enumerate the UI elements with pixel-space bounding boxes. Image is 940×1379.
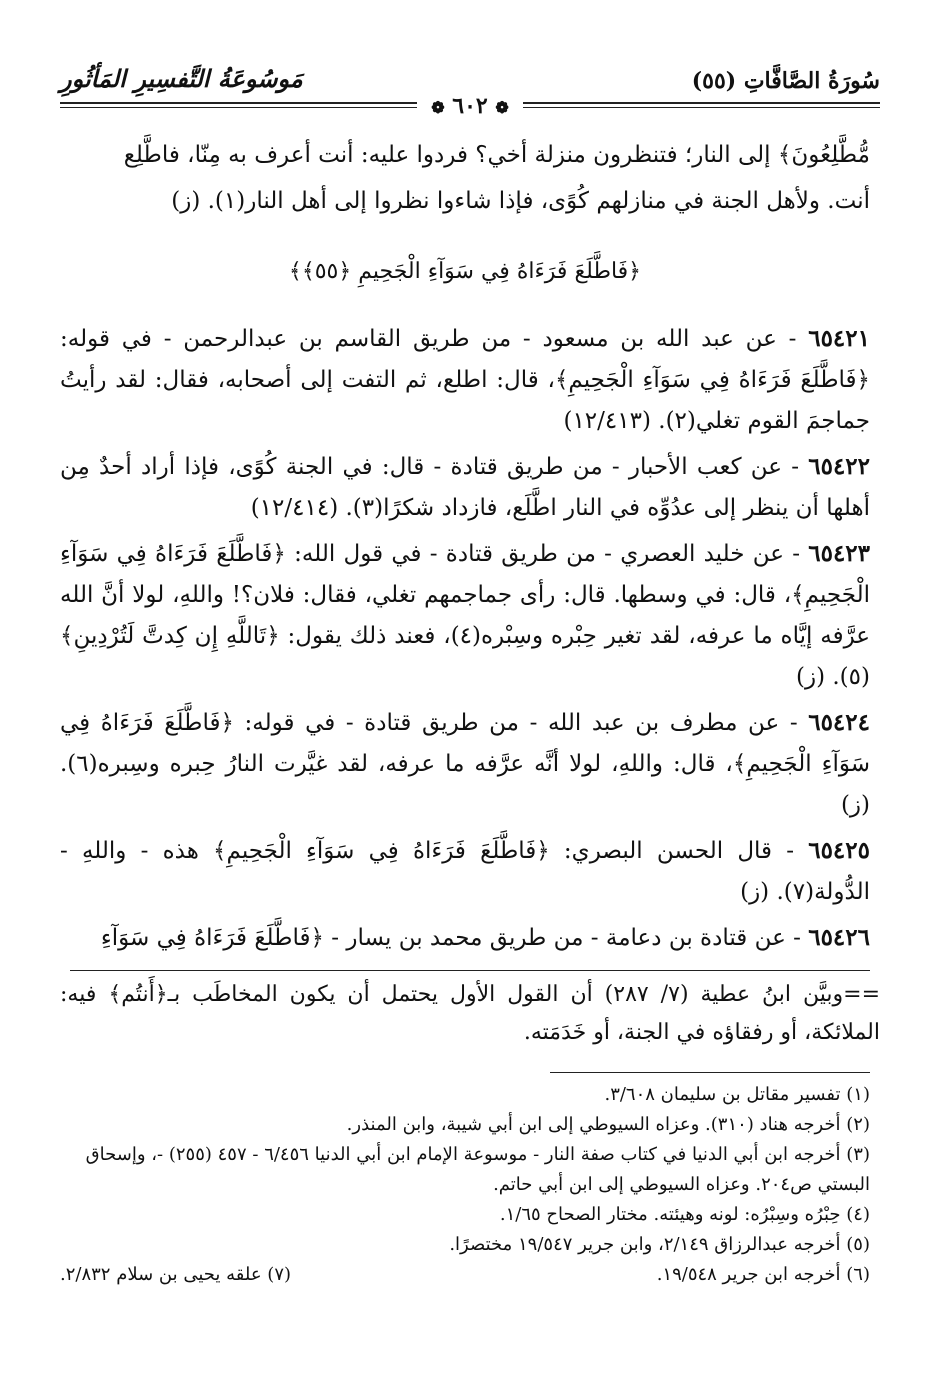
hadith-entry [60, 318, 870, 442]
hadith-entry [60, 533, 870, 698]
page-number [417, 93, 523, 119]
footnote: (٢) أخرجه هناد (٣١٠). وعزاه السيوطي إلى ابن أبي شيبة، وابن المنذر. [346, 1114, 870, 1135]
entry-text: - عن خليد العصري - من طريق قتادة - في قول الله: ﴿فَاطَّلَعَ فَرَءَاهُ فِي سَوَآءِ الْجَحِيمِ﴾، قال: في وسطها. قال: رأى جماجمهم تغلي، فقال: فلان؟! واللهِ، لولا أنَّ الله عرَّفه إيَّاه ما عرفه، لقد تغير حِبْره وسِبْره(٤)، فعند ذلك يقول: ﴿تَاللَّهِ إِن كِدتَّ لَتُرْدِينِ﴾(٥). (ز) [60, 541, 870, 690]
hadith-entry [60, 702, 870, 826]
footnote: (٧) علقه يحيى بن سلام ٢/٨٣٢. [60, 1264, 292, 1285]
footnote: (٦) أخرجه ابن جرير ١٩/٥٤٨. [656, 1264, 870, 1285]
footnote-divider [550, 1072, 870, 1073]
surah-title: سُورَةُ الصَّافَّاتِ (٥٥) [691, 68, 880, 94]
footnote: (٤) حِبْرُه وسِبْرُه: لونه وهيئته. مختار الصحاح ١/٦٥. [499, 1204, 870, 1225]
entry-number: ٦٥٤٢١ [808, 325, 870, 352]
footnote-pair [60, 1260, 870, 1290]
entry-number: ٦٥٤٢٥ [808, 837, 870, 864]
verse-heading: ﴿فَاطَّلَعَ فَرَءَاهُ فِي سَوَآءِ الْجَحِيمِ ﴿٥٥﴾﴾ [288, 259, 642, 284]
main-text [60, 135, 870, 963]
entry-text: - عن قتادة بن دعامة - من طريق محمد بن يسار - ﴿فَاطَّلَعَ فَرَءَاهُ فِي سَوَآءِ [100, 925, 801, 951]
section-divider [70, 970, 870, 971]
entry-number: ٦٥٤٢٤ [808, 709, 870, 736]
series-title: مَوسُوعَةُ التَّفسِيرِ المَأثُورِ [60, 64, 303, 93]
hadith-entry [60, 446, 870, 529]
footnotes [60, 1080, 870, 1290]
entry-text: - عن عبد الله بن مسعود - من طريق القاسم بن عبدالرحمن - في قوله: ﴿فَاطَّلَعَ فَرَءَاهُ فِي سَوَآءِ الْجَحِيمِ﴾، قال: اطلع، ثم التفت إلى أصحابه، فقال: لقد رأيتُ جماجمَ القوم تغلي(٢). (١٢/٤١٣) [60, 326, 870, 434]
continuation-note: ==وبيَّن ابنُ عطية (٧/ ٢٨٧) أن القول الأول يحتمل أن يكون المخاطَب بـ﴿أَنتُم﴾ فيه: الملائكة، أو رفقاؤه في الجنة، أو خَدَمَته. [60, 982, 880, 1045]
intro-line: أنت. ولأهل الجنة في منازلهم كُوًى، فإذا شاءوا نظروا إلى أهل النار(١). (ز) [171, 188, 870, 214]
entry-text: - قال الحسن البصري: ﴿فَاطَّلَعَ فَرَءَاهُ فِي سَوَآءِ الْجَحِيمِ﴾ هذه - واللهِ - الدُّولة(٧). (ز) [60, 838, 870, 905]
ornament-icon: ❁ [431, 98, 445, 117]
hadith-entry [60, 830, 870, 913]
hadith-entry [60, 917, 870, 959]
entry-number: ٦٥٤٢٣ [808, 540, 871, 567]
page-number-text: ٦٠٢ [452, 93, 488, 119]
footnote: (١) تفسير مقاتل بن سليمان ٣/٦٠٨. [604, 1084, 870, 1105]
footnote: (٣) أخرجه ابن أبي الدنيا في كتاب صفة النار - موسوعة الإمام ابن أبي الدنيا ٦/٤٥٦ - ٤٥٧ (٢٥٥) -، وإسحاق البستي ص٢٠٤. وعزاه السيوطي إلى ابن أبي حاتم. [85, 1144, 870, 1195]
ornament-icon: ❁ [495, 98, 509, 117]
entry-number: ٦٥٤٢٦ [808, 924, 870, 951]
page-number-wrap [0, 93, 940, 119]
entry-number: ٦٥٤٢٢ [808, 453, 871, 480]
entry-text: - عن كعب الأحبار - من طريق قتادة - قال: في الجنة كُوًى، فإذا أراد أحدٌ مِن أهلها أن ينظر إلى عدُوِّه في النار اطَّلَع، فازداد شكرًا(٣). (١٢/٤١٤) [60, 454, 870, 521]
footnote: (٥) أخرجه عبدالرزاق ٢/١٤٩، وابن جرير ١٩/٥٤٧ مختصرًا. [449, 1234, 870, 1255]
entry-text: - عن مطرف بن عبد الله - من طريق قتادة - في قوله: ﴿فَاطَّلَعَ فَرَءَاهُ فِي سَوَآءِ الْجَحِيمِ﴾، قال: واللهِ، لولا أنَّه عرَّفه ما عرفه، لقد غيَّرت النارُ حِبره وسِبره(٦). (ز) [60, 710, 870, 818]
intro-line: مُّطَّلِعُونَ﴾ إلى النار؛ فتنظرون منزلة أخي؟ فردوا عليه: أنت أعرف به مِنّا، فاطَّلِع [123, 142, 870, 168]
